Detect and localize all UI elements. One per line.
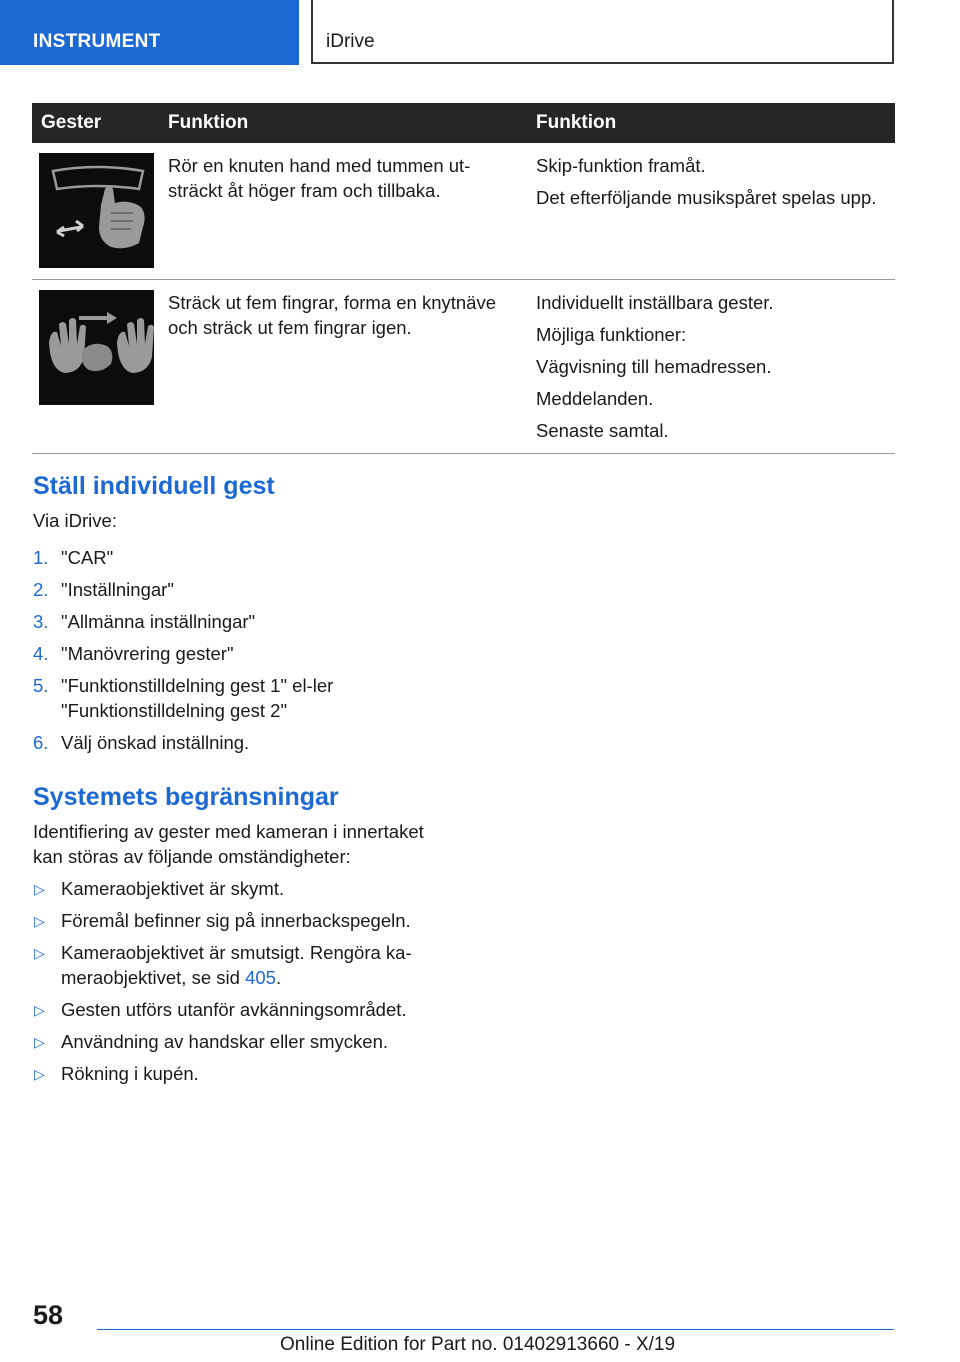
table-header-row	[32, 103, 895, 143]
column-header: Gester	[32, 103, 159, 143]
step-text: "CAR"	[61, 547, 114, 568]
step-text: "Manövrering gester"	[61, 643, 234, 664]
step-text: "Funktionstilldelning gest 1" el-ler "Funktionstilldelning gest 2"	[61, 675, 334, 721]
step-text: "Inställningar"	[61, 579, 174, 600]
list-item	[33, 641, 463, 666]
step-number: 1.	[33, 547, 49, 568]
column-header: Funktion	[159, 103, 527, 143]
section-intro: Via iDrive:	[33, 510, 117, 531]
bullet-text: Föremål befinner sig på innerbackspegeln.	[61, 910, 411, 931]
gesture-table	[32, 103, 895, 454]
header-chapter-title: iDrive	[326, 31, 375, 52]
list-item	[33, 876, 463, 901]
list-item	[33, 730, 463, 755]
bullet-text: Kameraobjektivet är skymt.	[61, 878, 285, 899]
function-text: Individuellt inställbara gester.	[536, 292, 774, 313]
step-number: 5.	[33, 675, 49, 696]
triangle-bullet-icon: ▷	[34, 913, 45, 929]
step-number: 4.	[33, 643, 49, 664]
step-number: 2.	[33, 579, 49, 600]
page-reference-suffix: .	[275, 967, 282, 988]
bullet-text: Kameraobjektivet är smutsigt. Rengöra ka-meraobjektivet, se sid	[61, 942, 412, 988]
bullet-text: Rökning i kupén.	[61, 1063, 199, 1084]
list-item	[33, 545, 463, 570]
list-item	[33, 1061, 463, 1086]
list-item	[33, 997, 463, 1022]
function-text: Meddelanden.	[536, 388, 654, 409]
step-number: 6.	[33, 732, 49, 753]
triangle-bullet-icon: ▷	[34, 945, 45, 961]
section-intro: Identifiering av gester med kameran i innertaket kan störas av följande omständigheter:	[33, 821, 424, 867]
function-text: Vägvisning till hemadressen.	[536, 356, 772, 377]
list-item	[33, 577, 463, 602]
column-header: Funktion	[527, 103, 895, 143]
triangle-bullet-icon: ▷	[34, 1066, 45, 1082]
bullet-text: Användning av handskar eller smycken.	[61, 1031, 389, 1052]
list-item	[33, 673, 351, 723]
step-text: "Allmänna inställningar"	[61, 611, 256, 632]
triangle-bullet-icon: ▷	[34, 1002, 45, 1018]
triangle-bullet-icon: ▷	[34, 1034, 45, 1050]
section-title: Systemets begränsningar	[33, 783, 339, 811]
table-row	[32, 143, 895, 280]
header-chapter-tab	[311, 0, 894, 64]
page-number: 58	[33, 1300, 64, 1330]
footer-edition: Online Edition for Part no. 01402913660 - X/19	[280, 1334, 676, 1355]
list-item	[33, 1029, 463, 1054]
function-text: Möjliga funktioner:	[536, 324, 687, 345]
header-section-title: INSTRUMENT	[33, 31, 161, 52]
list-item	[33, 609, 463, 634]
page-reference-link[interactable]: 405	[245, 967, 276, 988]
function-text: Skip-funktion framåt.	[536, 155, 706, 176]
gesture-description: Rör en knuten hand med tummen ut-sträckt åt höger fram och tillbaka.	[159, 143, 527, 280]
list-item	[33, 940, 429, 990]
step-number: 3.	[33, 611, 49, 632]
header-section-tab	[0, 0, 299, 65]
gesture-hands-spread-icon	[39, 290, 154, 405]
steps-list	[33, 545, 463, 762]
gesture-description: Sträck ut fem fingrar, forma en knytnäve och sträck ut fem fingrar igen.	[159, 280, 527, 454]
gesture-fist-thumb-icon	[39, 153, 154, 268]
limitations-list	[33, 876, 463, 1093]
function-text: Det efterföljande musikspåret spelas upp.	[536, 187, 877, 208]
function-text: Senaste samtal.	[536, 420, 669, 441]
bullet-text: Gesten utförs utanför avkänningsområdet.	[61, 999, 407, 1020]
triangle-bullet-icon: ▷	[34, 881, 45, 897]
list-item	[33, 908, 463, 933]
step-text: Välj önskad inställning.	[61, 732, 250, 753]
section-title: Ställ individuell gest	[33, 472, 275, 500]
table-row	[32, 280, 895, 454]
footer-divider	[97, 1329, 894, 1330]
